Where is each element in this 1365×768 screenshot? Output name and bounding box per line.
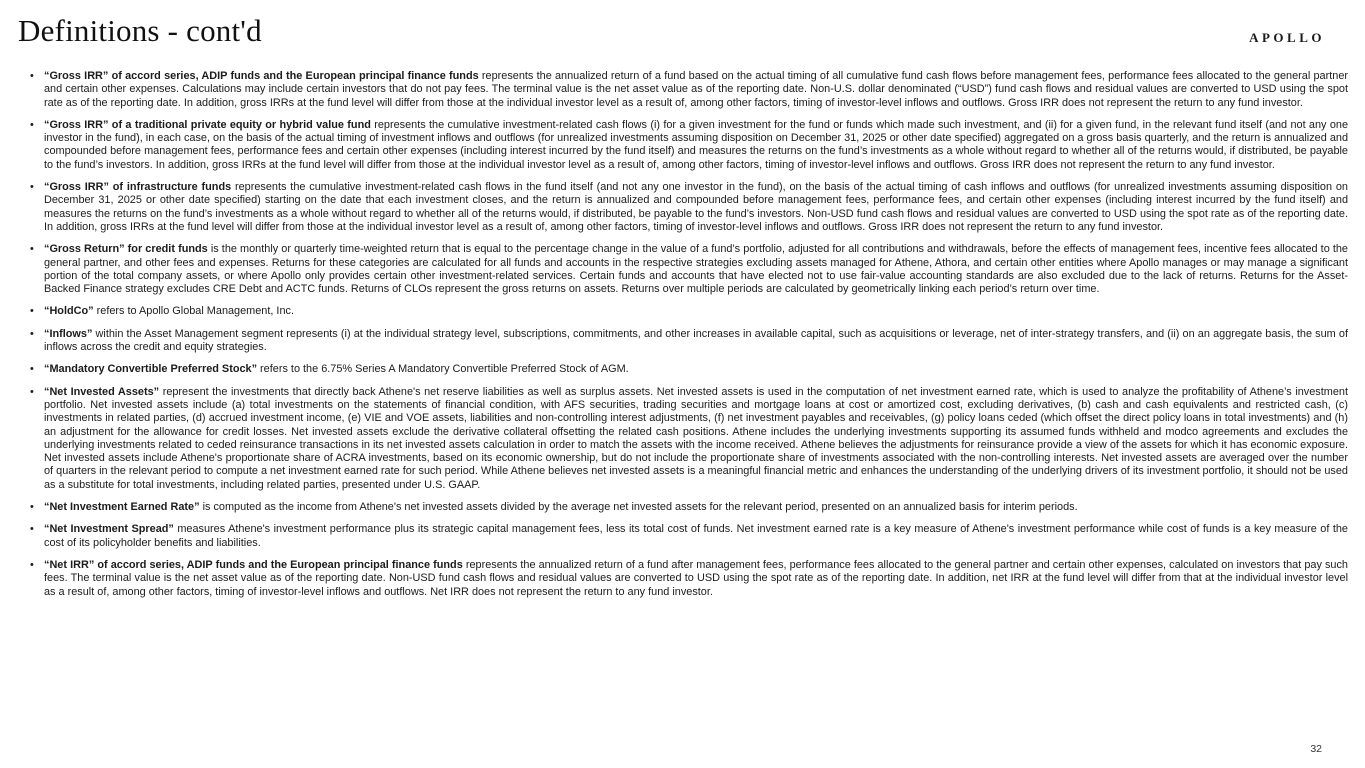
definition-term: “Net Invested Assets” [44, 385, 160, 398]
definition-term: “HoldCo” [44, 305, 94, 318]
definition-item-holdco [26, 305, 1348, 318]
definition-item-gross-irr-accord [26, 70, 1348, 110]
definition-item-net-investment-spread [26, 523, 1348, 550]
definition-term: “Gross IRR” of a traditional private equity or hybrid value fund [44, 118, 371, 131]
definition-text: represent the investments that directly back Athene's net reserve liabilities as well as surplus assets. Net invested assets is used in the computation of net investment earned rate, which is used to analyze the profitability of Athene’s investment portfolio. Net invested assets include (a) total investments on the statements of financial condition, with AFS securities, trading securities and mortgage loans at cost or amortized cost, excluding derivatives, (b) cash and cash equivalents and restricted cash, (c) investments in related parties, (d) accrued investment income, (e) VIE and VOE assets, liabilities and non-controlling interest adjustments, (f) net investment payables and receivables, (g) policy loans ceded (which offset the direct policy loans in total investments) and (h) an adjustment for the allowance for credit losses. Net invested assets exclude the derivative collateral offsetting the related cash positions. Athene includes the underlying investments supporting its assumed funds withheld and modco agreements and excludes the underlying investments related to ceded reinsurance transactions in its net invested assets calculation in order to match the assets with the income received. Athene believes the adjustments for reinsurance provide a view of the assets for which it has economic exposure. Net invested assets include Athene's proportionate share of ACRA investments, based on its economic ownership, but do not include the proportionate share of investments associated with the non-controlling interests. Net invested assets are averaged over the number of quarters in the relevant period to compute a net investment earned rate for such period. While Athene believes net invested assets is a meaningful financial metric and enhances the understanding of the underlying drivers of its investment portfolio, it should not be used as a substitute for total investments, including related parties, presented under U.S. GAAP. [44, 385, 1348, 491]
apollo-logo: APOLLO [1249, 30, 1325, 45]
definition-item-gross-irr-infra [26, 181, 1348, 234]
slide-header [0, 0, 1365, 58]
definition-item-inflows [26, 328, 1348, 355]
definition-item-mandatory-convertible [26, 363, 1348, 376]
definition-term: “Net Investment Earned Rate” [44, 501, 200, 514]
definition-text: is computed as the income from Athene's net invested assets divided by the average net invested assets for the relevant period, presented on an annualized basis for interim periods. [199, 501, 1078, 514]
definitions-list [0, 70, 1365, 599]
definition-text: within the Asset Management segment represents (i) at the individual strategy level, subscriptions, commitments, and other increases in available capital, such as acquisitions or leverage, net of inter-strategy transfers, and (ii) on an aggregate basis, the sum of inflows across the credit and equity strategies. [44, 327, 1348, 354]
definition-item-gross-irr-pe [26, 119, 1348, 172]
page-title: Definitions - cont'd [18, 13, 262, 48]
page-number: 32 [1310, 743, 1322, 755]
definition-text: refers to Apollo Global Management, Inc. [93, 305, 294, 318]
definition-term: “Net Investment Spread” [44, 523, 174, 536]
definition-text: represents the cumulative investment-related cash flows in the fund itself (and not any one investor in the fund), on the basis of the actual timing of cash inflows and outflows (for unrealized investments assuming disposition on December 31, 2025 or other date specified) starting on the date that each investment closes, and the return is annualized and compounded before management fees, performance fees, and certain other expenses (including interest incurred by the fund itself) and measures the returns on the fund’s investments as a whole without regard to whether all of the returns would, if distributed, be payable to the fund’s investors. Non-USD fund cash flows and residual values are converted to USD using the spot rate as of the reporting date. In addition, gross IRRs at the fund level will differ from those at the individual investor level as a result of, among other factors, timing of investor-level inflows and outflows. Gross IRR does not represent the return to any fund investor. [44, 181, 1348, 233]
definition-term: “Gross IRR” of accord series, ADIP funds and the European principal finance funds [44, 70, 479, 82]
definition-text: refers to the 6.75% Series A Mandatory Convertible Preferred Stock of AGM. [257, 363, 629, 376]
definition-item-net-investment-earned-rate [26, 501, 1348, 514]
definition-item-net-invested-assets [26, 386, 1348, 492]
definition-text: represents the annualized return of a fund after management fees, performance fees allocated to the general partner and certain other expenses, calculated on investors that pay such fees. The terminal value is the net asset value as of the reporting date. Non-USD fund cash flows and residual values are converted to USD using the spot rate as of the reporting date. In addition, net IRR at the fund level will differ from that at the individual investor level as a result of, among other factors, timing of investor-level inflows and outflows. Net IRR does not represent the return to any fund investor. [44, 558, 1348, 598]
definition-term: “Gross IRR” of infrastructure funds [44, 181, 232, 194]
definition-term: “Inflows” [44, 327, 93, 340]
definition-item-gross-return-credit [26, 243, 1348, 296]
definition-term: “Gross Return” for credit funds [44, 243, 208, 256]
definition-text: is the monthly or quarterly time-weighted return that is equal to the percentage change in the value of a fund’s portfolio, adjusted for all contributions and withdrawals, before the effects of management fees, incentive fees allocated to the general partner, and other fees and expenses. Returns for these categories are calculated for all funds and accounts in the respective strategies excluding assets managed for Athene, Athora, and certain other entities where Apollo manages or may manage a significant portion of the total company assets, or where Apollo only provides certain other investment-related services. Certain funds and accounts that have elected not to use fair-value accounting standards are also excluded due to the lack of returns. Returns for the Asset-Backed Finance strategy excludes CRE Debt and ACTC funds. Returns of CLOs represent the gross returns on assets. Returns over multiple periods are calculated by geometrically linking each period’s return over time. [44, 243, 1348, 296]
definition-term: “Mandatory Convertible Preferred Stock” [44, 363, 258, 376]
definition-text: represents the annualized return of a fund based on the actual timing of all cumulative fund cash flows before management fees, performance fees allocated to the general partner and certain other expenses. Calculations may include certain investors that do not pay fees. The terminal value is the net asset value as of the reporting date. Non-U.S. dollar denominated (“USD”) fund cash flows and residual values are converted to USD using the spot rate as of the reporting date. In addition, gross IRRs at the fund level will differ from those at the individual investor level as a result of, among other factors, timing of investor-level inflows and outflows. Gross IRR does not represent the return to any fund investor. [44, 70, 1348, 109]
definition-term: “Net IRR” of accord series, ADIP funds and the European principal finance funds [44, 558, 463, 571]
definition-item-net-irr-accord [26, 559, 1348, 599]
definition-text: represents the cumulative investment-related cash flows (i) for a given investment for the fund or funds which made such investment, and (ii) for a given fund, in the relevant fund itself (and not any one investor in the fund), in each case, on the basis of the actual timing of investment inflows and outflows (for unrealized investments assuming disposition on December 31, 2025 or other date specified) aggregated on a gross basis quarterly, and the return is annualized and compounded before management fees, performance fees and certain other expenses (including interest incurred by the fund itself) and measures the returns on the fund’s investments as a whole without regard to whether all of the returns would, if distributed, be payable to the fund’s investors. In addition, gross IRRs at the fund level will differ from those at the individual investor level as a result of, among other factors, timing of investor-level inflows and outflows. Gross IRR does not represent the return to any fund investor. [44, 118, 1349, 171]
definition-text: measures Athene's investment performance plus its strategic capital management fees, less its total cost of funds. Net investment earned rate is a key measure of Athene's investment performance while cost of funds is a key measure of the cost of its policyholder benefits and liabilities. [44, 523, 1348, 549]
